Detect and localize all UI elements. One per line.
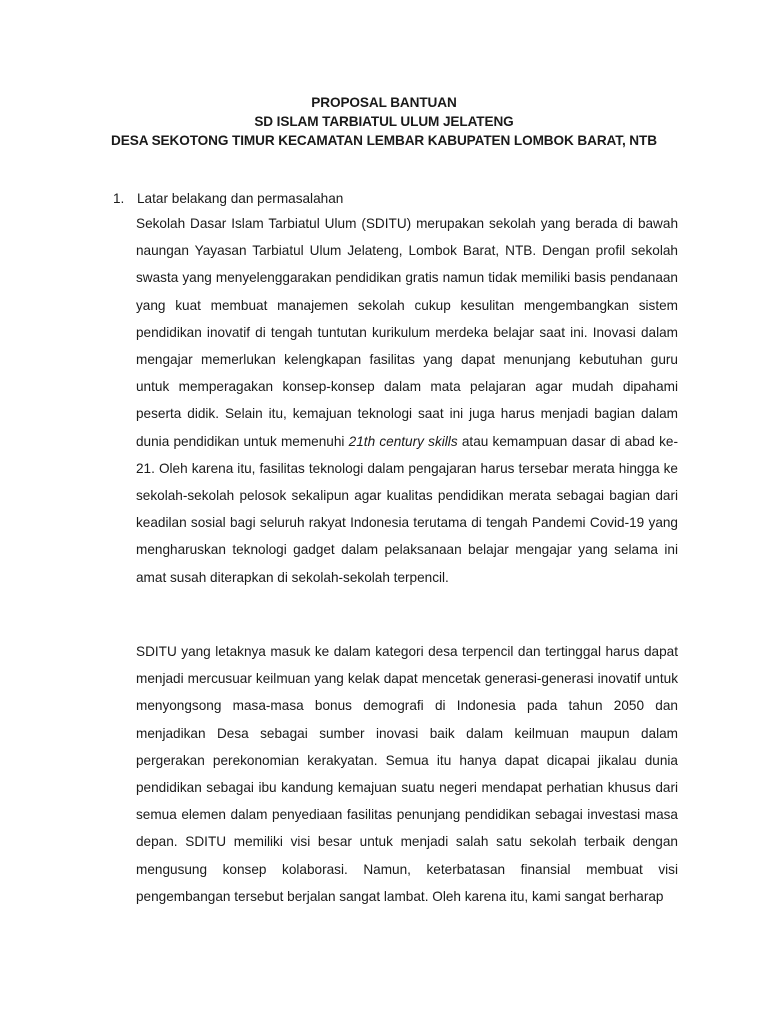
paragraph-italic-term: 21th century skills [348,433,458,449]
paragraph-background [136,210,678,591]
section-heading: Latar belakang dan permasalahan [137,191,344,206]
paragraph-text: Sekolah Dasar Islam Tarbiatul Ulum (SDITU) merupakan sekolah yang berada di bawah naungan Yayasan Tarbiatul Ulum Jelateng, Lombok Barat, NTB. Dengan profil sekolah swasta yang menyelenggarakan pendidikan gratis namun tidak memiliki basis pendanaan yang kuat membuat manajemen sekolah cukup kesulitan mengembangkan sistem pendidikan inovatif di tengah tuntutan kurikulum merdeka belajar saat ini. Inovasi dalam mengajar memerlukan kelengkapan fasilitas yang dapat menunjang kebutuhan guru untuk memperagakan konsep-konsep dalam mata pelajaran agar mudah dipahami peserta didik. Selain itu, kemajuan teknologi saat ini juga harus menjadi bagian dalam dunia pendidikan untuk memenuhi [136,216,678,449]
school-address: DESA SEKOTONG TIMUR KECAMATAN LEMBAR KABUPATEN LOMBOK BARAT, NTB [111,133,657,148]
school-name: SD ISLAM TARBIATUL ULUM JELATENG [254,114,514,129]
paragraph-text-continued: atau kemampuan dasar di abad ke-21. Oleh karena itu, fasilitas teknologi dalam pengajaran harus tersebar merata hingga ke sekolah-sekolah pelosok sekalipun agar kualitas pendidikan merata sebagai bagian dari keadilan sosial bagi seluruh rakyat Indonesia terutama di tengah Pandemi Covid-19 yang mengharuskan teknologi gadget dalam pelaksanaan belajar mengajar yang selama ini amat susah diterapkan di sekolah-sekolah terpencil. [136,433,678,585]
paragraph-sditu: SDITU yang letaknya masuk ke dalam kategori desa terpencil dan tertinggal harus dapat menjadi mercusuar keilmuan yang kelak dapat mencetak generasi-generasi inovatif untuk menyongsong masa-masa bonus demografi di Indonesia pada tahun 2050 dan menjadikan Desa sebagai sumber inovasi baik dalam keilmuan maupun dalam pergerakan perekonomian kerakyatan. Semua itu hanya dapat dicapai jikalau dunia pendidikan sebagai ibu kandung kemajuan suatu negeri mendapat perhatian khusus dari semua elemen dalam penyediaan fasilitas penunjang pendidikan sebagai investasi masa depan. SDITU memiliki visi besar untuk menjadi salah satu sekolah terbaik dengan mengusung konsep kolaborasi. Namun, keterbatasan finansial membuat visi pengembangan tersebut berjalan sangat lambat. Oleh karena itu, kami sangat berharap [136,644,678,904]
section-number: 1. [113,191,125,206]
document-title: PROPOSAL BANTUAN [311,95,457,110]
